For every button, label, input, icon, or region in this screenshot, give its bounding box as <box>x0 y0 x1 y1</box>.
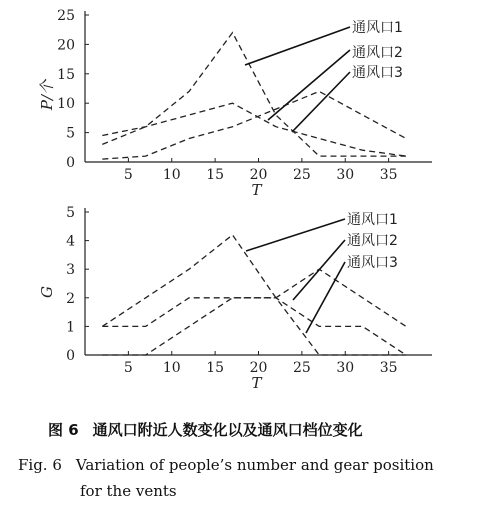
x-axis-title: T <box>251 374 262 392</box>
y-tick-label: 10 <box>57 96 75 113</box>
series-line <box>102 235 406 355</box>
x-tick-label: 25 <box>292 167 311 183</box>
series-line <box>102 269 406 355</box>
legend-label: 通风口2 <box>347 233 398 249</box>
legend-label: 通风口3 <box>347 255 398 271</box>
y-tick-label: 20 <box>57 37 75 54</box>
x-tick-label: 20 <box>249 167 268 183</box>
figure-caption-chinese <box>48 419 468 440</box>
x-tick-label: 5 <box>123 167 133 183</box>
series-line <box>102 298 406 355</box>
x-axis-title: T <box>251 181 262 199</box>
x-tick-label: 20 <box>249 360 268 376</box>
x-tick-label: 15 <box>206 360 225 376</box>
legend-label: 通风口3 <box>352 65 403 81</box>
series-line <box>102 103 406 156</box>
figure-caption-en-line2: for the vents <box>80 482 177 500</box>
y-tick-label: 3 <box>66 262 75 279</box>
series-line <box>102 91 406 159</box>
x-tick-label: 30 <box>336 167 355 183</box>
y-tick-label: 5 <box>66 205 75 221</box>
x-tick-label: 10 <box>162 167 181 183</box>
legend-leader-line <box>246 219 345 251</box>
x-tick-label: 10 <box>162 360 181 376</box>
y-axis-title: P/个 <box>38 79 56 111</box>
legend-label: 通风口1 <box>352 20 403 36</box>
y-tick-label: 0 <box>66 155 75 171</box>
y-axis-title: G <box>38 286 56 298</box>
x-tick-label: 35 <box>379 167 398 183</box>
y-tick-label: 2 <box>66 290 75 307</box>
legend-leader-line <box>306 262 345 333</box>
legend-leader-line <box>293 240 345 300</box>
y-tick-label: 25 <box>57 8 75 24</box>
legend-leader-line <box>245 27 350 65</box>
x-tick-label: 15 <box>206 167 225 183</box>
figure-number-en: Fig. 6 <box>18 456 62 474</box>
y-tick-label: 5 <box>66 125 75 142</box>
figure-caption-cn-text: 通风口附近人数变化以及通风口档位变化 <box>92 421 363 439</box>
figure-number-cn: 图 6 <box>48 421 79 439</box>
chart-gear-position <box>38 205 432 392</box>
figure-caption-english <box>18 452 473 504</box>
legend-leader-line <box>292 72 350 132</box>
figure-caption-en-line1: Variation of people’s number and gear position <box>75 456 434 474</box>
chart-people-count <box>38 8 432 199</box>
x-tick-label: 35 <box>379 360 398 376</box>
y-tick-label: 15 <box>57 66 75 83</box>
y-tick-label: 1 <box>66 319 75 336</box>
legend-label: 通风口2 <box>352 45 403 61</box>
legend-label: 通风口1 <box>347 212 398 228</box>
y-tick-label: 4 <box>66 233 75 250</box>
x-tick-label: 25 <box>292 360 311 376</box>
x-tick-label: 30 <box>336 360 355 376</box>
y-tick-label: 0 <box>66 348 75 364</box>
x-tick-label: 5 <box>123 360 133 376</box>
